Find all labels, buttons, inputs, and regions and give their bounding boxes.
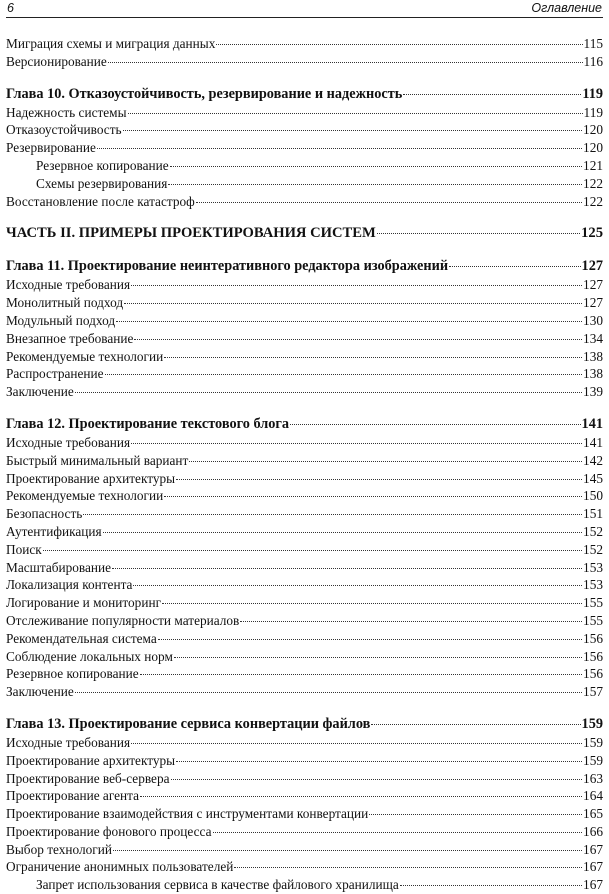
dot-leader bbox=[97, 148, 582, 149]
dot-leader bbox=[116, 321, 582, 322]
section-gap bbox=[6, 401, 603, 414]
dot-leader bbox=[131, 443, 582, 444]
dot-leader bbox=[369, 814, 582, 815]
toc-entry[interactable] bbox=[6, 648, 603, 666]
toc-entry-title: Безопасность bbox=[6, 506, 83, 522]
dot-leader bbox=[290, 424, 580, 425]
toc-entry-page: 157 bbox=[583, 684, 603, 700]
running-title: Оглавление bbox=[531, 1, 602, 15]
toc-entry-title: Отслеживание популярности материалов bbox=[6, 612, 240, 628]
toc-entry[interactable] bbox=[6, 823, 603, 841]
toc-entry-page: 127 bbox=[583, 277, 603, 293]
toc-entry-title: Быстрый минимальный вариант bbox=[6, 452, 189, 468]
toc-entry[interactable] bbox=[6, 858, 603, 876]
toc-entry[interactable] bbox=[6, 559, 603, 577]
toc-entry-page: 152 bbox=[583, 541, 603, 557]
toc-subentry[interactable] bbox=[6, 157, 603, 175]
toc-entry-page: 122 bbox=[583, 193, 603, 209]
toc-entry-page: 153 bbox=[583, 577, 603, 593]
toc-entry[interactable] bbox=[6, 734, 603, 752]
toc-entry-page: 163 bbox=[583, 770, 603, 786]
toc-entry-page: 159 bbox=[583, 734, 603, 750]
section-gap bbox=[6, 210, 603, 223]
toc-entry-title: Резервирование bbox=[6, 140, 96, 156]
toc-entry[interactable] bbox=[6, 104, 603, 122]
dot-leader bbox=[128, 113, 583, 114]
toc-chapter[interactable] bbox=[6, 84, 603, 104]
toc-entry[interactable] bbox=[6, 193, 603, 211]
dot-leader bbox=[377, 233, 580, 234]
running-header bbox=[6, 0, 603, 18]
dot-leader bbox=[162, 603, 582, 604]
toc-entry-title: Надежность системы bbox=[6, 104, 127, 120]
toc-chapter[interactable] bbox=[6, 714, 603, 734]
dot-leader bbox=[170, 166, 582, 167]
toc-entry-page: 156 bbox=[583, 630, 603, 646]
toc-entry-title: Ограничение анонимных пользователей bbox=[6, 859, 234, 875]
dot-leader bbox=[216, 44, 582, 45]
table-of-contents bbox=[6, 35, 603, 894]
toc-entry-title: Исходные требования bbox=[6, 277, 131, 293]
toc-entry-page: 167 bbox=[583, 859, 603, 875]
toc-entry[interactable] bbox=[6, 487, 603, 505]
toc-entry-page: 120 bbox=[583, 140, 603, 156]
toc-entry[interactable] bbox=[6, 365, 603, 383]
toc-entry-page: 167 bbox=[583, 877, 603, 893]
toc-entry-page: 141 bbox=[583, 434, 603, 450]
toc-entry-title: Внезапное требование bbox=[6, 330, 134, 346]
toc-entry-title: Проектирование архитектуры bbox=[6, 470, 176, 486]
toc-entry[interactable] bbox=[6, 787, 603, 805]
toc-entry-page: 156 bbox=[583, 666, 603, 682]
dot-leader bbox=[164, 496, 582, 497]
toc-entry-page: 121 bbox=[583, 157, 603, 173]
toc-entry-title: Схемы резервирования bbox=[36, 175, 168, 191]
toc-entry-title: Запрет использования сервиса в качестве файлового хранилища bbox=[36, 877, 399, 893]
toc-entry[interactable] bbox=[6, 312, 603, 330]
toc-entry[interactable] bbox=[6, 665, 603, 683]
toc-entry-title: Рекомендуемые технологии bbox=[6, 488, 164, 504]
toc-entry-page: 127 bbox=[583, 295, 603, 311]
toc-entry[interactable] bbox=[6, 630, 603, 648]
toc-entry-page: 120 bbox=[583, 122, 603, 138]
toc-subentry[interactable] bbox=[6, 876, 603, 894]
toc-entry-title: Резервное копирование bbox=[6, 666, 139, 682]
dot-leader bbox=[189, 461, 582, 462]
toc-entry-page: 127 bbox=[581, 258, 603, 275]
toc-entry-title: Резервное копирование bbox=[36, 157, 169, 173]
toc-entry-page: 166 bbox=[583, 823, 603, 839]
toc-entry-title: Глава 11. Проектирование неинтеративного редактора изображений bbox=[6, 258, 449, 275]
dot-leader bbox=[196, 202, 582, 203]
toc-entry[interactable] bbox=[6, 505, 603, 523]
dot-leader bbox=[158, 639, 582, 640]
toc-entry[interactable] bbox=[6, 452, 603, 470]
toc-entry-page: 122 bbox=[583, 175, 603, 191]
toc-entry[interactable] bbox=[6, 523, 603, 541]
toc-entry-title: Версионирование bbox=[6, 53, 107, 69]
section-gap bbox=[6, 71, 603, 84]
toc-entry-title: Глава 12. Проектирование текстового блога bbox=[6, 415, 290, 432]
dot-leader bbox=[108, 62, 583, 63]
toc-entry-title: Масштабирование bbox=[6, 559, 112, 575]
toc-entry-title: Миграция схемы и миграция данных bbox=[6, 36, 216, 51]
dot-leader bbox=[213, 832, 583, 833]
toc-entry-title: Проектирование архитектуры bbox=[6, 752, 176, 768]
dot-leader bbox=[140, 796, 582, 797]
toc-entry[interactable] bbox=[6, 139, 603, 157]
toc-entry-title: Исходные требования bbox=[6, 434, 131, 450]
toc-entry-page: 115 bbox=[583, 36, 603, 51]
dot-leader bbox=[133, 585, 582, 586]
toc-entry-title: Аутентификация bbox=[6, 523, 102, 539]
toc-entry-page: 130 bbox=[583, 312, 603, 328]
dot-leader bbox=[124, 303, 582, 304]
toc-entry[interactable] bbox=[6, 770, 603, 788]
section-gap bbox=[6, 701, 603, 714]
toc-entry[interactable] bbox=[6, 594, 603, 612]
toc-entry-page: 167 bbox=[583, 841, 603, 857]
toc-entry-title: Распространение bbox=[6, 366, 104, 382]
toc-entry-page: 164 bbox=[583, 788, 603, 804]
dot-leader bbox=[240, 621, 582, 622]
toc-chapter[interactable] bbox=[6, 414, 603, 434]
toc-entry-title: Исходные требования bbox=[6, 734, 131, 750]
toc-entry[interactable] bbox=[6, 294, 603, 312]
toc-entry-page: 150 bbox=[583, 488, 603, 504]
dot-leader bbox=[174, 657, 582, 658]
toc-chapter[interactable] bbox=[6, 256, 603, 276]
toc-entry-title: Заключение bbox=[6, 384, 74, 400]
toc-entry[interactable] bbox=[6, 121, 603, 139]
toc-entry-page: 155 bbox=[583, 595, 603, 611]
toc-entry[interactable] bbox=[6, 35, 603, 53]
toc-entry-page: 145 bbox=[583, 470, 603, 486]
toc-entry-page: 156 bbox=[583, 648, 603, 664]
toc-entry[interactable] bbox=[6, 53, 603, 71]
dot-leader bbox=[403, 94, 581, 95]
dot-leader bbox=[103, 532, 582, 533]
dot-leader bbox=[449, 266, 580, 267]
dot-leader bbox=[176, 479, 582, 480]
dot-leader bbox=[168, 184, 582, 185]
toc-entry-title: Глава 13. Проектирование сервиса конвертации файлов bbox=[6, 715, 371, 732]
dot-leader bbox=[131, 743, 582, 744]
dot-leader bbox=[140, 674, 582, 675]
dot-leader bbox=[131, 285, 582, 286]
toc-entry-title: Локализация контента bbox=[6, 577, 133, 593]
toc-entry[interactable] bbox=[6, 470, 603, 488]
toc-entry-page: 134 bbox=[583, 330, 603, 346]
toc-entry-title: Соблюдение локальных норм bbox=[6, 648, 173, 664]
toc-entry-page: 116 bbox=[583, 53, 603, 69]
toc-entry-page: 141 bbox=[581, 415, 603, 432]
toc-entry[interactable] bbox=[6, 805, 603, 823]
dot-leader bbox=[83, 514, 582, 515]
toc-entry-page: 119 bbox=[582, 85, 603, 102]
toc-entry-page: 119 bbox=[583, 104, 603, 120]
toc-entry[interactable] bbox=[6, 576, 603, 594]
toc-entry-page: 125 bbox=[581, 225, 603, 242]
toc-entry-title: Модульный подход bbox=[6, 312, 116, 328]
section-gap bbox=[6, 243, 603, 256]
toc-entry-page: 159 bbox=[581, 715, 603, 732]
dot-leader bbox=[105, 374, 583, 375]
toc-entry[interactable] bbox=[6, 434, 603, 452]
dot-leader bbox=[176, 761, 582, 762]
toc-entry-title: Глава 10. Отказоустойчивость, резервирование и надежность bbox=[6, 85, 403, 102]
toc-entry-page: 138 bbox=[583, 366, 603, 382]
toc-entry-title: Монолитный подход bbox=[6, 295, 124, 311]
toc-entry[interactable] bbox=[6, 330, 603, 348]
toc-entry[interactable] bbox=[6, 841, 603, 859]
toc-entry-page: 165 bbox=[583, 806, 603, 822]
toc-entry-title: Логирование и мониторинг bbox=[6, 595, 162, 611]
toc-entry[interactable] bbox=[6, 541, 603, 559]
dot-leader bbox=[43, 550, 582, 551]
toc-entry-title: Поиск bbox=[6, 541, 42, 557]
dot-leader bbox=[400, 885, 582, 886]
toc-entry-page: 151 bbox=[583, 506, 603, 522]
dot-leader bbox=[75, 692, 582, 693]
page-number: 6 bbox=[7, 1, 14, 15]
toc-entry-title: Рекомендательная система bbox=[6, 630, 157, 646]
toc-entry-title: Заключение bbox=[6, 684, 74, 700]
toc-entry[interactable] bbox=[6, 383, 603, 401]
toc-entry-title: Проектирование фонового процесса bbox=[6, 823, 212, 839]
toc-entry-page: 155 bbox=[583, 612, 603, 628]
toc-entry[interactable] bbox=[6, 612, 603, 630]
toc-entry-page: 152 bbox=[583, 523, 603, 539]
toc-subentry[interactable] bbox=[6, 175, 603, 193]
toc-entry-title: Восстановление после катастроф bbox=[6, 193, 195, 209]
toc-entry[interactable] bbox=[6, 752, 603, 770]
dot-leader bbox=[164, 357, 582, 358]
toc-entry-title: Проектирование взаимодействия с инструментами конвертации bbox=[6, 806, 369, 822]
toc-entry-title: Рекомендуемые технологии bbox=[6, 348, 164, 364]
toc-entry-page: 159 bbox=[583, 752, 603, 768]
toc-part[interactable] bbox=[6, 223, 603, 243]
toc-entry-title: ЧАСТЬ II. ПРИМЕРЫ ПРОЕКТИРОВАНИЯ СИСТЕМ bbox=[6, 225, 376, 242]
dot-leader bbox=[171, 779, 583, 780]
toc-entry-title: Выбор технологий bbox=[6, 841, 112, 857]
toc-entry-title: Проектирование веб-сервера bbox=[6, 770, 170, 786]
dot-leader bbox=[123, 130, 582, 131]
toc-entry-page: 139 bbox=[583, 384, 603, 400]
toc-entry[interactable] bbox=[6, 348, 603, 366]
toc-entry-page: 153 bbox=[583, 559, 603, 575]
dot-leader bbox=[134, 339, 582, 340]
toc-entry[interactable] bbox=[6, 276, 603, 294]
toc-entry-page: 138 bbox=[583, 348, 603, 364]
dot-leader bbox=[234, 867, 582, 868]
toc-entry-page: 142 bbox=[583, 452, 603, 468]
dot-leader bbox=[113, 850, 582, 851]
toc-entry-title: Проектирование агента bbox=[6, 788, 140, 804]
dot-leader bbox=[112, 568, 582, 569]
toc-entry[interactable] bbox=[6, 683, 603, 701]
toc-entry-title: Отказоустойчивость bbox=[6, 122, 122, 138]
dot-leader bbox=[75, 392, 582, 393]
dot-leader bbox=[371, 724, 580, 725]
